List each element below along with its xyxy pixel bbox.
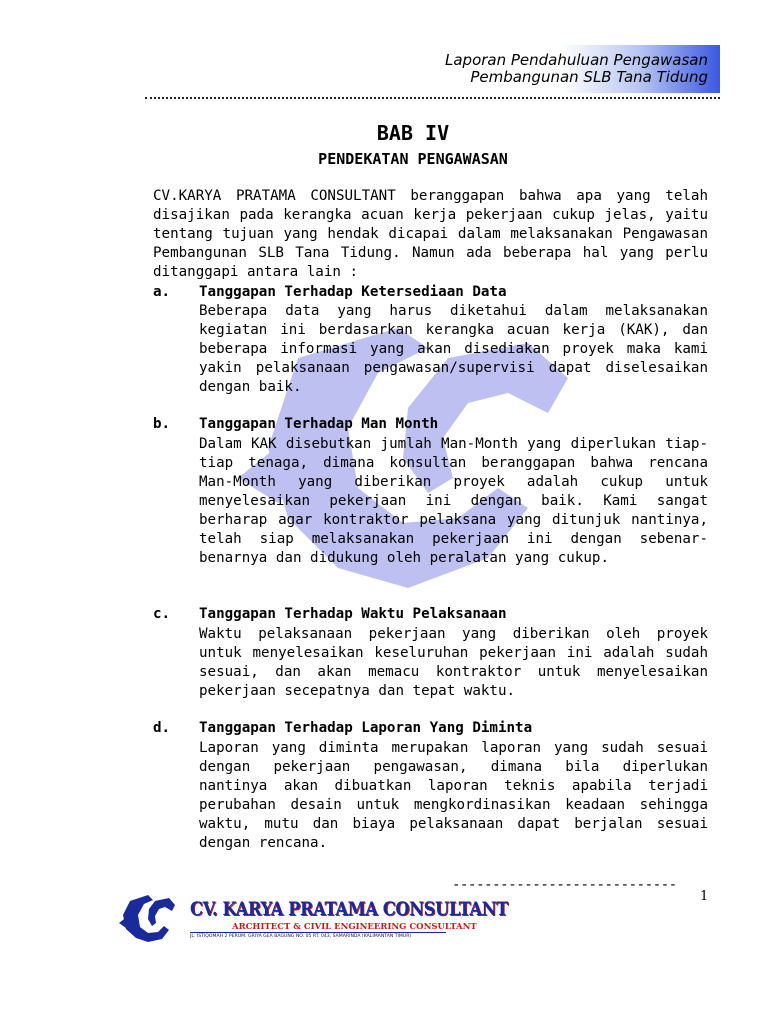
section-a-letter: a. (153, 284, 171, 300)
chapter-subtitle: PENDEKATAN PENGAWASAN (318, 150, 508, 168)
header-title-line1: Laporan Pendahuluan Pengawasan (445, 51, 708, 69)
company-divider (190, 932, 446, 933)
company-name: CV. KARYA PRATAMA CONSULTANT (190, 898, 508, 920)
page-number: 1 (700, 889, 709, 904)
section-c-title: Tanggapan Terhadap Waktu Pelaksanaan (199, 606, 507, 622)
section-c-body: Waktu pelaksanaan pekerjaan yang diberikan oleh proyek untuk menyelesaikan keseluruhan pekerjaan ini adalah sudah sesuai, dan akan memacu kontraktor untuk menyelesaikan pekerjaan secepatnya dan tepat waktu. (199, 626, 708, 699)
section-b-body: Dalam KAK disebutkan jumlah Man-Month yang diperlukan tiap-tiap tenaga, dimana konsultan beranggapan bahwa rencana Man-Month yang diberikan proyek adalah cukup untuk menyelesaikan pekerjaan ini dengan baik. Kami sangat berharap agar kontraktor pelaksana yang ditunjuk nantinya, telah siap melaksanakan pekerjaan ini dengan sebenar-benarnya dan didukung oleh peralatan yang cukup. (199, 436, 708, 566)
company-subtitle: ARCHITECT & CIVIL ENGINEERING CONSULTANT (232, 922, 477, 932)
chapter-title: BAB IV (376, 121, 450, 145)
section-a-title: Tanggapan Terhadap Ketersediaan Data (199, 284, 507, 300)
section-b-letter: b. (153, 416, 171, 432)
kpc-logo-icon (118, 893, 176, 943)
header-title-line2: Pembangunan SLB Tana Tidung (470, 68, 708, 86)
footer-dashed-rule: ---------------------------- (452, 877, 677, 893)
company-address: JL. ISTIQOMAH 2 PERUM. GRIYA GEA BAGUNG NO. 05 RT. 043, SAMARINDA (KALIMANTAN TIMUR) (190, 934, 412, 939)
section-b-title: Tanggapan Terhadap Man Month (199, 416, 439, 432)
intro-paragraph: CV.KARYA PRATAMA CONSULTANT beranggapan bahwa apa yang telah disajikan pada kerangka acuan kerja pekerjaan cukup jelas, yaitu tentang tujuan yang hendak dicapai dalam melaksanakan Pengawasan Pembangunan SLB Tana Tidung. Namun ada beberapa hal yang perlu ditanggapi antara lain : (153, 188, 708, 280)
section-d-body: Laporan yang diminta merupakan laporan yang sudah sesuai dengan pekerjaan pengawasan, dimana bila diperlukan nantinya akan dibuatkan laporan teknis apabila terjadi perubahan desain untuk mengkordinasikan keadaan sehingga waktu, mutu dan biaya pelaksanaan dapat berjalan sesuai dengan rencana. (199, 740, 708, 851)
section-c-letter: c. (153, 606, 171, 622)
section-d-title: Tanggapan Terhadap Laporan Yang Diminta (199, 720, 533, 736)
section-a-body: Beberapa data yang harus diketahui dalam melaksanakan kegiatan ini berdasarkan kerangka acuan kerja (KAK), dan beberapa informasi yang akan disediakan proyek maka kami yakin pelaksanaan pengawasan/supervisi dapat diselesaikan dengan baik. (199, 303, 708, 395)
header-divider (145, 97, 720, 99)
section-d-letter: d. (153, 720, 171, 736)
